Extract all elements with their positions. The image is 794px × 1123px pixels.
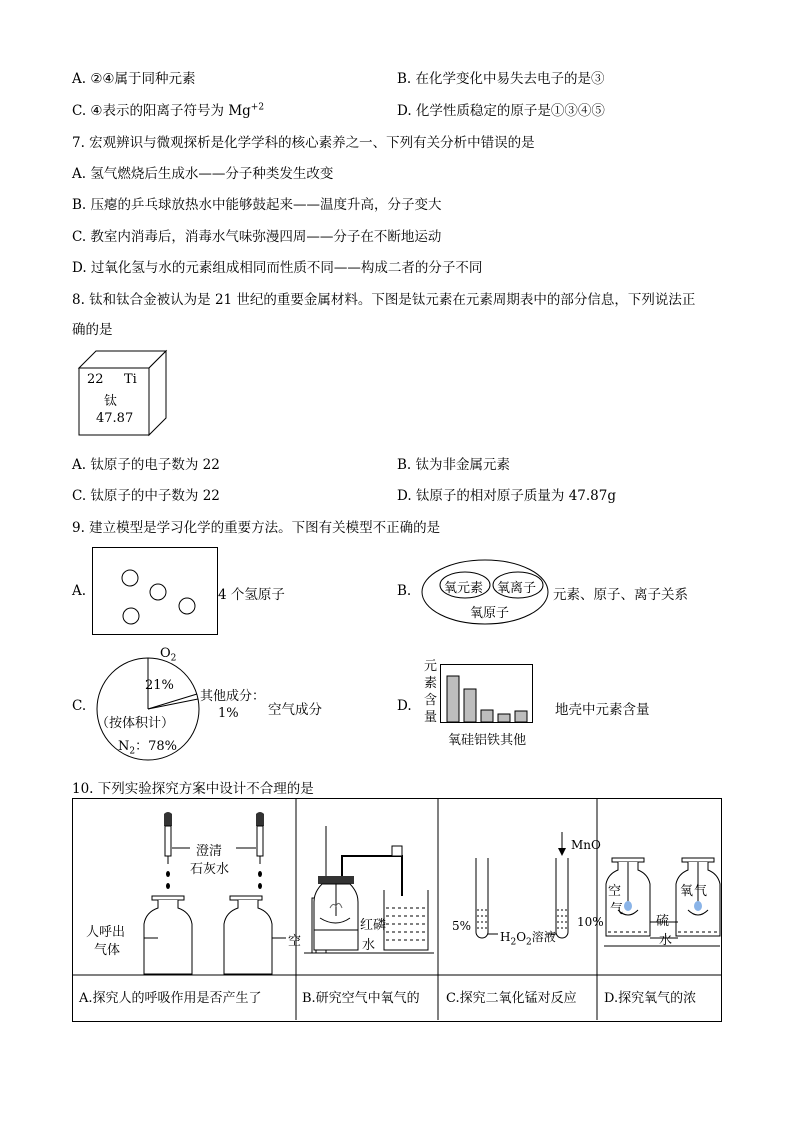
q8-option-a: A. 钛原子的电子数为 22 — [72, 457, 220, 473]
pie-volume-note: （按体积计） — [96, 716, 175, 731]
q9-d-label: D. — [397, 698, 412, 714]
oxygen-atom-label: 氧原子 — [470, 606, 510, 621]
label-water-d: 水 — [659, 933, 673, 948]
label-oxygen-d-2: 气 — [694, 884, 708, 899]
panel-a-apparatus — [144, 812, 286, 974]
bar-silicon — [464, 689, 476, 722]
q8-stem-cont: 确的是 — [72, 322, 113, 338]
bar-oxygen — [447, 676, 459, 722]
caption-c: C.探究二氧化锰对反应 — [446, 991, 577, 1006]
caption-b: B.研究空气中氧气的 — [302, 991, 420, 1006]
label-oxygen-d-1: 氧 — [680, 884, 694, 899]
element-mass: 47.87 — [96, 411, 134, 426]
q6-option-d: D. 化学性质稳定的原子是①③④⑤ — [397, 103, 605, 119]
q7-option-b: B. 压瘪的乒乓球放热水中能够鼓起来——温度升高，分子变大 — [72, 197, 442, 213]
bar-category-row: 氧硅铝铁其他 — [448, 733, 527, 748]
pie-o2-value: 21% — [145, 678, 174, 693]
q8-option-c: C. 钛原子的中子数为 22 — [72, 488, 220, 504]
bar-other — [515, 711, 527, 722]
label-exhaled-2: 气体 — [94, 943, 121, 958]
label-water-b: 水 — [362, 938, 376, 953]
caption-d: D.探究氧气的浓 — [604, 991, 697, 1006]
pie-o2-label: $O_2$ — [160, 646, 177, 664]
oxygen-ion-label: 氧离子 — [497, 581, 537, 596]
label-5-percent: 5% — [452, 919, 472, 933]
q7-option-c: C. 教室内消毒后，消毒水气味弥漫四周——分子在不断地运动 — [72, 229, 442, 245]
q10-stem: 10. 下列实验探究方案中设计不合理的是 — [72, 781, 314, 797]
pie-other-label: 其他成分： — [200, 689, 266, 704]
q7-option-d: D. 过氧化氢与水的元素组成相同而性质不同——构成二者的分子不同 — [72, 260, 483, 276]
label-air-d-2: 气 — [610, 902, 624, 917]
pie-other-value: 1% — [218, 706, 239, 721]
element-name: 钛 — [104, 394, 118, 409]
label-exhaled-1: 人呼出 — [86, 925, 126, 940]
q8-stem: 8. 钛和钛合金被认为是 21 世纪的重要金属材料。下图是钛元素在元素周期表中的部分信息，下列说法正 — [72, 292, 696, 308]
label-clear: 澄清 — [196, 844, 223, 859]
q7-stem: 7. 宏观辨识与微观探析是化学学科的核心素养之一、下列有关分析中错误的是 — [72, 135, 535, 151]
q9-b-label: B. — [397, 583, 412, 599]
oxygen-element-label: 氧元素 — [444, 581, 484, 596]
crust-element-bar-chart — [440, 664, 534, 724]
label-red-phosphorus: 红磷 — [360, 918, 387, 933]
bar-ylabel: 元 素 含 量 — [424, 659, 438, 725]
q9-d-caption: 地壳中元素含量 — [555, 702, 650, 718]
bar-aluminium — [481, 710, 493, 722]
q9-a-caption: 4 个氢原子 — [218, 587, 285, 603]
label-10-percent: 10% — [577, 915, 604, 929]
q9-b-caption: 元素、原子、离子关系 — [553, 587, 688, 603]
label-air-a: 空 — [288, 934, 302, 949]
label-h2o2-solution: $H_2O_2$溶液 — [500, 930, 556, 948]
label-mno2: MnO — [571, 838, 601, 852]
element-symbol: Ti — [124, 372, 137, 387]
q9-c-caption: 空气成分 — [268, 702, 322, 718]
q7-option-a: A. 氢气燃烧后生成水——分子种类发生改变 — [72, 166, 334, 182]
hydrogen-atoms-model — [92, 547, 218, 635]
q9-a-label: A. — [72, 583, 87, 599]
q9-stem: 9. 建立模型是学习化学的重要方法。下图有关模型不正确的是 — [72, 520, 441, 536]
label-limewater: 石灰水 — [190, 862, 230, 877]
label-sulfur: 硫 — [656, 914, 670, 929]
q8-option-b: B. 钛为非金属元素 — [397, 457, 511, 473]
q6-option-b: B. 在化学变化中易失去电子的是③ — [397, 71, 605, 87]
q9-c-label: C. — [72, 698, 87, 714]
panel-c-apparatus — [476, 832, 568, 938]
pie-n2-label: $N_2$：78% — [118, 739, 178, 757]
bar-iron — [498, 714, 510, 722]
label-air-d-1: 空 — [608, 884, 622, 899]
q6-option-a: A. ②④属于同种元素 — [72, 71, 196, 87]
element-atomic-number: 22 — [87, 372, 104, 387]
q6-option-c: C. ④表示的阳离子符号为 $Mg^{+2}$ — [72, 102, 265, 119]
q8-option-d: D. 钛原子的相对原子质量为 47.87g — [397, 488, 617, 504]
caption-a: A.探究人的呼吸作用是否产生了 — [79, 991, 262, 1006]
